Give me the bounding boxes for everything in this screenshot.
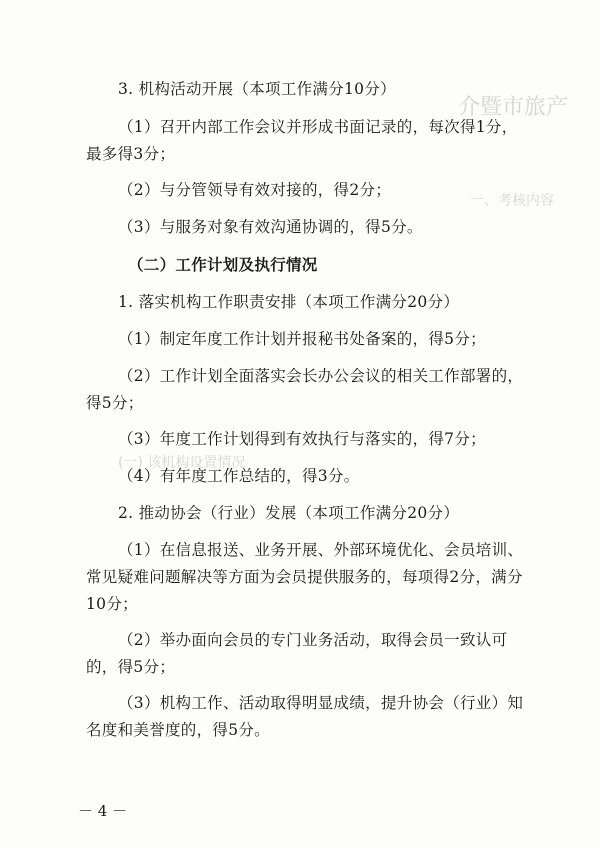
bleed-through-text: 介暨市旅产 [458,95,569,120]
scoring-item: （4）有年度工作总结的，得3分。 [118,467,360,485]
section-item-heading: 2. 推动协会（行业）发展（本项工作满分20分） [118,504,460,522]
scoring-item: （2）与分管领导有效对接的，得2分； [118,181,392,199]
scoring-item: （2）工作计划全面落实会长办公会议的相关工作部署的，得5分； [86,367,524,412]
section-item-heading: 3. 机构活动开展（本项工作满分10分） [118,80,396,98]
section-heading: （二）工作计划及执行情况 [128,256,318,274]
scoring-item: （3）与服务对象有效沟通协调的，得5分。 [118,218,423,236]
scoring-item: （2）举办面向会员的专门业务活动，取得会员一致认可的，得5分； [86,631,508,676]
bleed-through-text: (一) 该机构设置情况 [118,455,246,471]
scoring-item: （1）在信息报送、业务开展、外部环境优化、会员培训、常见疑难问题解决等方面为会员提供服务的，每项得2分，满分10分； [86,541,524,613]
bleed-through-text: 一、考核内容 [470,193,554,209]
page-number: － 4 － [78,802,128,820]
scoring-item: （3）机构工作、活动取得明显成绩，提升协会（行业）知名度和美誉度的，得5分。 [86,694,524,739]
section-item-heading: 1. 落实机构工作职责安排（本项工作满分20分） [118,293,460,311]
scoring-item: （3）年度工作计划得到有效执行与落实的，得7分； [118,430,486,448]
scoring-item: （1）召开内部工作会议并形成书面记录的，每次得1分，最多得3分； [86,118,518,163]
scoring-item: （1）制定年度工作计划并报秘书处备案的，得5分； [118,330,486,348]
